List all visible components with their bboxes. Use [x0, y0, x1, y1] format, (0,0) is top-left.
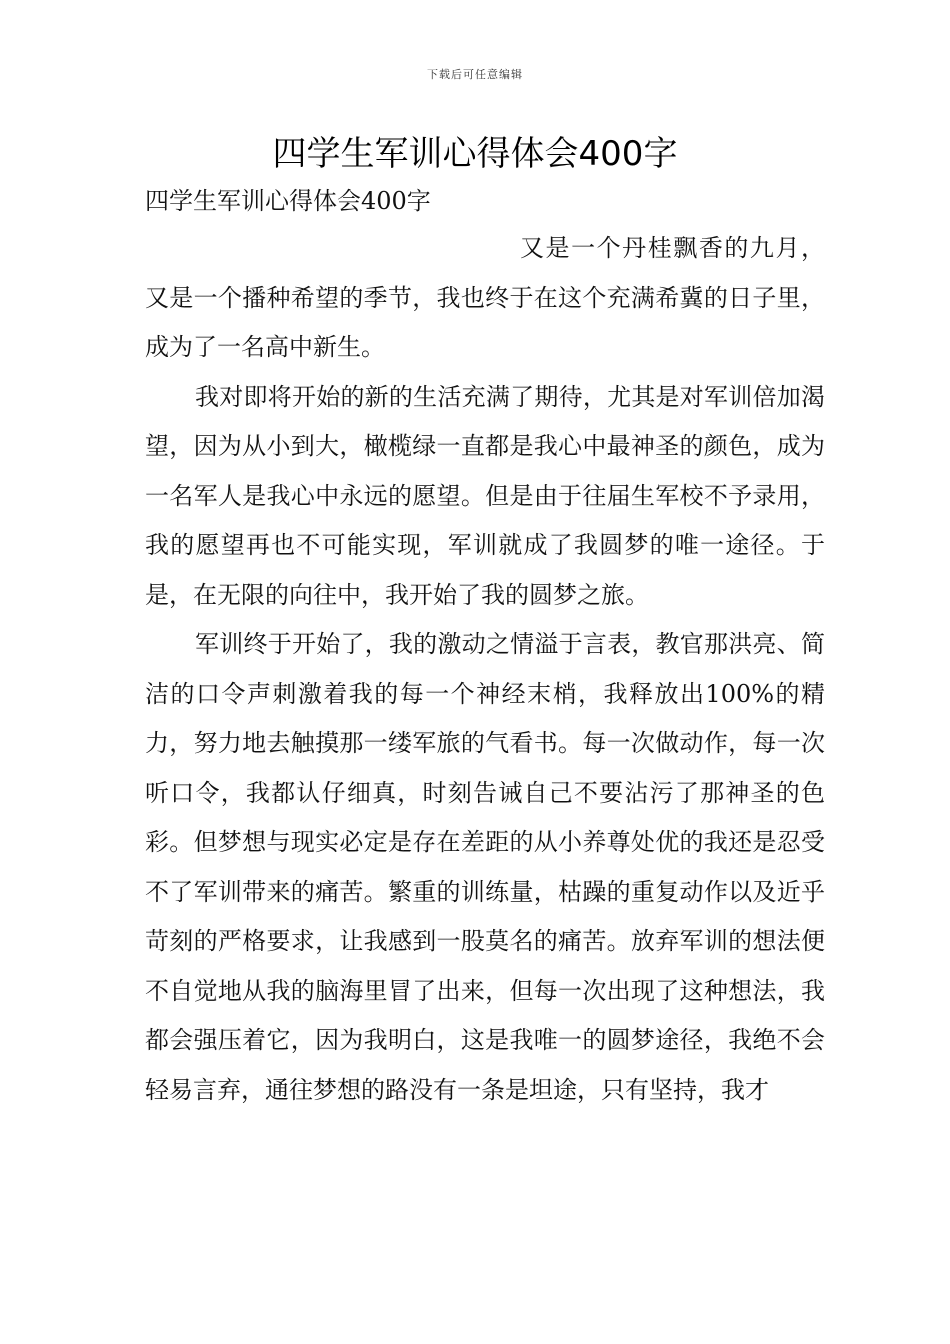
paragraph-2: 我对即将开始的新的生活充满了期待，尤其是对军训倍加渴望，因为从小到大，橄榄绿一直都是我心中最神圣的颜色，成为一名军人是我心中永远的愿望。但是由于往届生军校不予录用，我的愿望再也不可能实现，军训就成了我圆梦的唯一途径。于是，在无限的向往中，我开始了我的圆梦之旅。 — [145, 382, 825, 609]
page-header-note: 下载后可任意编辑 — [427, 68, 523, 81]
document-title: 四学生军训心得体会400字 — [272, 134, 678, 174]
paragraph-3: 军训终于开始了，我的激动之情溢于言表，教官那洪亮、简洁的口令声刺激着我的每一个神经末梢，我释放出100%的精力，努力地去触摸那一缕军旅的气看书。每一次做动作，每一次听口令，我都认仔细真，时刻告诫自己不要沾污了那神圣的色彩。但梦想与现实必定是存在差距的从小养尊处优的我还是忍受不了军训带来的痛苦。繁重的训练量，枯躁的重复动作以及近乎苛刻的严格要求，让我感到一股莫名的痛苦。放弃军训的想法便不自觉地从我的脑海里冒了出来，但每一次出现了这种想法，我都会强压着它，因为我明白，这是我唯一的圆梦途径，我绝不会轻易言弃，通往梦想的路没有一条是坦途，只有坚持，我才 — [145, 630, 825, 1104]
document-subtitle: 四学生军训心得体会400字 — [145, 187, 431, 215]
document-body — [145, 224, 825, 1115]
paragraph-1: 又是一个丹桂飘香的九月，又是一个播种希望的季节，我也终于在这个充满希冀的日子里，成为了一名高中新生。 — [145, 234, 825, 361]
